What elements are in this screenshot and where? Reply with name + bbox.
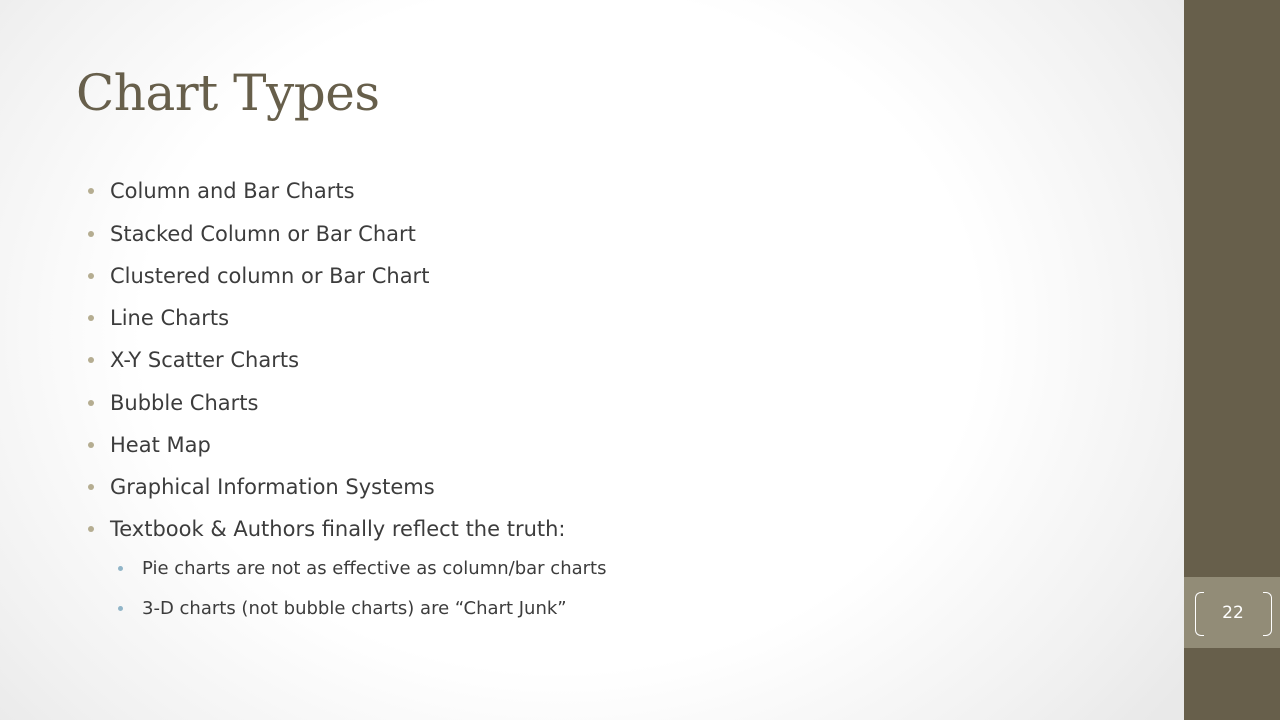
sub-bullet-item (142, 557, 606, 581)
bullet-item (110, 515, 566, 543)
bullet-dot (88, 484, 94, 490)
bullet-dot (88, 231, 94, 237)
slide-title: Chart Types (76, 64, 380, 122)
bullet-item (110, 262, 429, 290)
sub-bullet-dot (118, 606, 123, 611)
bullet-item (110, 220, 416, 248)
bullet-item (110, 473, 435, 501)
bullet-text: Line Charts (110, 306, 230, 330)
page-number: 22 (1222, 603, 1244, 623)
bullet-dot (88, 188, 94, 194)
sub-bullet-text: Pie charts are not as effective as column/bar charts (142, 558, 607, 579)
page-number-right-bracket (1263, 592, 1272, 636)
sub-bullet-text: 3-D charts (not bubble charts) are “Chart Junk” (142, 598, 567, 619)
bullet-item (110, 389, 258, 417)
bullet-dot (88, 273, 94, 279)
bullet-text: Stacked Column or Bar Chart (110, 222, 416, 246)
bullet-dot (88, 526, 94, 532)
bullet-text: Textbook & Authors finally reflect the truth: (110, 517, 566, 541)
bullet-text: Column and Bar Charts (110, 179, 355, 203)
bullet-dot (88, 357, 94, 363)
bullet-item (110, 304, 229, 332)
bullet-dot (88, 442, 94, 448)
sub-bullet-item (142, 597, 567, 621)
bullet-text: X-Y Scatter Charts (110, 348, 300, 372)
bullet-text: Clustered column or Bar Chart (110, 264, 430, 288)
bullet-item (110, 346, 299, 374)
bullet-text: Bubble Charts (110, 391, 259, 415)
bullet-dot (88, 400, 94, 406)
bullet-text: Graphical Information Systems (110, 475, 435, 499)
bullet-dot (88, 315, 94, 321)
bullet-text: Heat Map (110, 433, 211, 457)
bullet-item (110, 431, 211, 459)
bullet-item (110, 177, 355, 205)
sub-bullet-dot (118, 566, 123, 571)
